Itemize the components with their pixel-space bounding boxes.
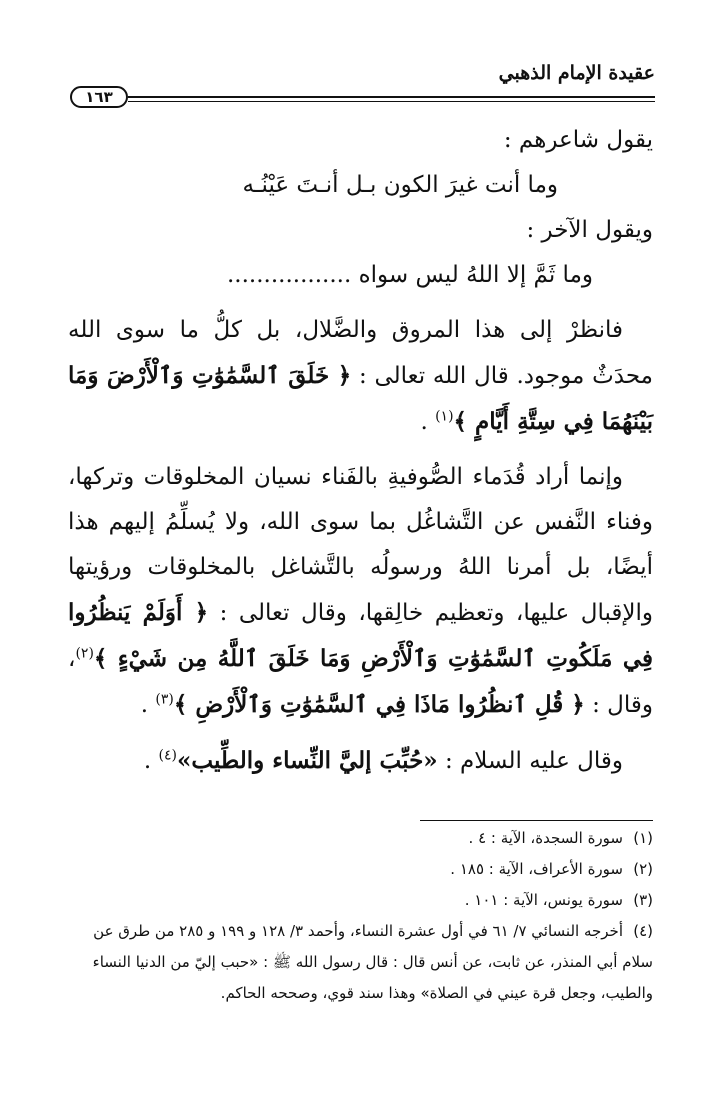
footnotes <box>68 823 653 1009</box>
paragraph <box>68 738 653 784</box>
header-rule <box>128 96 655 98</box>
paragraph-text: فانظرْ إلى هذا المروق والضَّلال، بل كلُّ ما سوى الله محدَثٌ موجود. قال الله تعالى : <box>68 317 654 389</box>
verse-text: وما ثَمَّ إلا اللهُ ليس سواه ................. <box>226 262 593 288</box>
text-line: ويقول الآخر : <box>526 217 653 243</box>
footnote-text: سورة الأعراف، الآية : ١٨٥ . <box>450 860 623 878</box>
footnote-number: (٢) <box>633 860 653 878</box>
paragraph-text: وإنما أراد قُدَماء الصُّوفيةِ بالفَناء نسيان المخلوقات وتركها، وفناء النَّفس عن التَّشاغُل بما سوى الله، ولا يُسلِّمُ إليهم هذا أيضًا، بل أمرنا اللهُ ورسولُه بالتَّشاغل بالمخلوقات ورؤيتها والإقبال عليها، وتعظيم خالِقها، وقال تعالى : <box>68 464 653 626</box>
footnote-item <box>68 854 653 885</box>
poem-verse <box>68 163 653 208</box>
paragraph-text: وقال عليه السلام : <box>445 748 623 774</box>
footnote-number: (٤) <box>633 922 653 940</box>
footnote-item <box>68 885 653 916</box>
quran-verse: ﴿ أَوَلَمْ يَنظُرُوا فِي مَلَكُوتِ ٱلسَّمَٰوَٰتِ وَٱلْأَرْضِ وَمَا خَلَقَ ٱللَّهُ مِن شَيْءٍ ﴾ <box>68 599 653 672</box>
footnote-number: (١) <box>633 829 653 847</box>
paragraph-text: ، وقال : <box>68 646 653 718</box>
footnote-number: (٣) <box>633 891 653 909</box>
poem-verse <box>68 253 653 298</box>
footnote-text: أخرجه النسائي ٧/ ٦١ في أول عشرة النساء، وأحمد ٣/ ١٢٨ و ١٩٩ و ٢٨٥ من طرق عن سلام أبي المنذر، عن ثابت، عن أنس قال : قال رسول الله ﷺ : «حبب إليّ من الدنيا النساء والطيب، وجعل قرة عيني في الصلاة» وهذا سند قوي، وصححه الحاكم. <box>92 922 653 1002</box>
hadith-quote: «حُبِّبَ إليَّ النِّساء والطِّيب» <box>177 747 438 774</box>
main-text <box>68 118 653 784</box>
footnote-text: سورة يونس، الآية : ١٠١ . <box>464 891 623 909</box>
header-rule-thin <box>128 101 655 102</box>
book-title: عقيدة الإمام الذهبي <box>498 62 655 84</box>
footnote-ref: (٢) <box>75 645 94 662</box>
footnote-rule <box>420 820 653 821</box>
paragraph-end: . <box>420 409 428 435</box>
quran-verse: ﴿ قُلِ ٱنظُرُوا مَاذَا فِي ٱلسَّمَٰوَٰتِ وَٱلْأَرْضِ ﴾ <box>173 691 585 718</box>
text-line: يقول شاعرهم : <box>503 127 653 153</box>
footnote-text: سورة السجدة، الآية : ٤ . <box>468 829 623 847</box>
footnote-item <box>68 916 653 1009</box>
footnote-ref: (٣) <box>155 691 174 708</box>
page-header <box>70 62 655 112</box>
verse-text: وما أنت غيرَ الكون بـل أنـتَ عَيْنُـه <box>242 172 558 198</box>
page-number: ١٦٣ <box>70 86 128 108</box>
quran-verse: ﴿ خَلَقَ ٱلسَّمَٰوَٰتِ وَٱلْأَرْضَ وَمَا بَيْنَهُمَا فِي سِتَّةِ أَيَّامٍ ﴾ <box>68 362 653 435</box>
paragraph-end: . <box>143 748 152 774</box>
paragraph <box>68 308 653 445</box>
footnote-ref: (١) <box>435 408 454 425</box>
footnote-item <box>68 823 653 854</box>
paragraph-end: . <box>140 692 149 718</box>
paragraph <box>68 455 653 728</box>
footnote-ref: (٤) <box>158 747 178 764</box>
